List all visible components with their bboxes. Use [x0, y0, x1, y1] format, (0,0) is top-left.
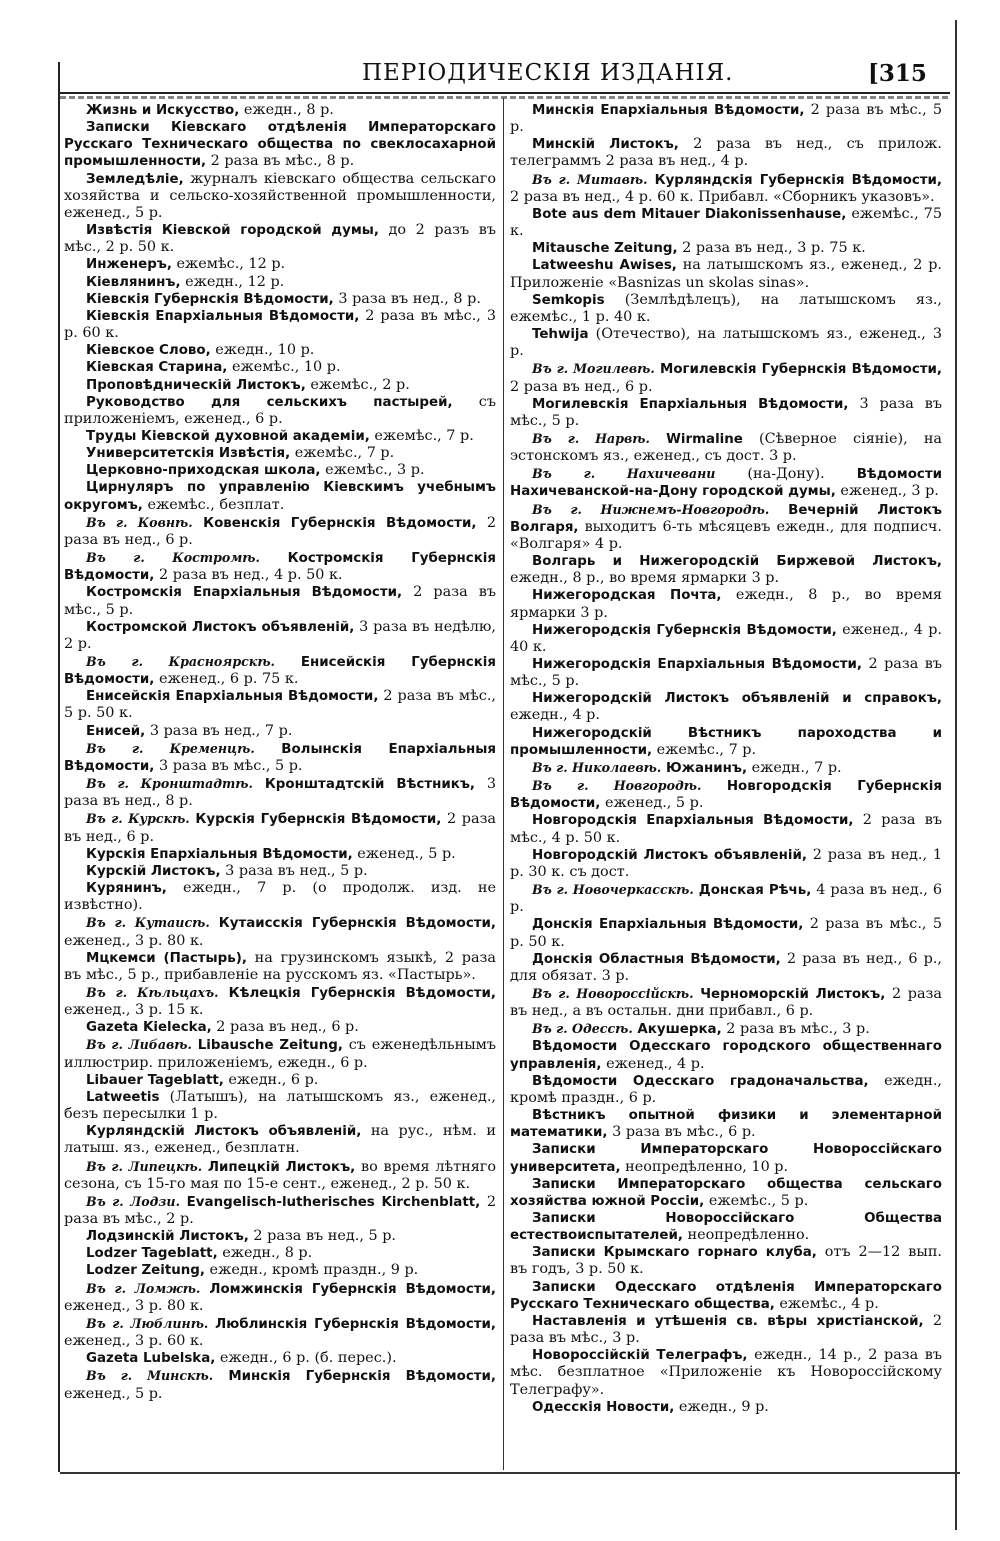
directory-entry	[510, 1210, 942, 1244]
entry-details: ежемѣс., 75 к.	[510, 205, 942, 240]
directory-entry	[510, 985, 942, 1020]
directory-entry	[510, 777, 942, 812]
entry-details: еженед., 4 р. 40 к.	[510, 621, 942, 655]
publication-title: Курляндскія Губернскія Вѣдомости,	[647, 172, 943, 188]
directory-entry	[64, 619, 496, 653]
publication-title: Mitausche Zeitung,	[532, 241, 678, 257]
publication-title: Енисейскія Губернскія Вѣдомости,	[64, 655, 496, 688]
entry-details: неопредѣленно.	[682, 1227, 810, 1244]
entry-details: 2 раза въ нед., 5 р.	[248, 1228, 396, 1245]
publication-title: Курскій Листокъ,	[86, 863, 221, 879]
entry-details: еженед., 5 р.	[64, 1385, 163, 1402]
entry-details: ежедн., 8 р.	[217, 1245, 313, 1262]
publication-title: Костромской Листокъ объявленій,	[86, 619, 355, 635]
entry-details: (Землѣдѣлецъ), на латышскомъ яз., ежемѣс., 1 р. 40 к.	[510, 291, 942, 325]
publication-title: Bote aus dem Mitauer Diakonissenhause,	[532, 206, 847, 222]
entry-details: 3 раза въ нед., 5 р.	[220, 862, 368, 879]
publication-title: Донская Рѣчь,	[693, 883, 812, 899]
entry-details: ежемѣс., 7 р.	[369, 427, 474, 444]
directory-entry	[510, 257, 942, 291]
city-heading: Въ г. Красноярскѣ.	[86, 654, 275, 669]
directory-entry	[510, 1279, 942, 1313]
directory-entry	[64, 462, 496, 479]
entry-details: 2 раза въ нед., 3 р. 75 к.	[677, 240, 866, 257]
entry-details: 2 раза въ нед., съ прилож. телеграммъ 2 раза въ нед., 4 р.	[510, 136, 942, 170]
publication-title: Костромскія Губернскія Вѣдомости,	[64, 551, 496, 584]
directory-entry	[64, 308, 496, 342]
entry-details: ежемѣс., 5 р.	[704, 1192, 809, 1209]
entry-details: до 2 разъ въ мѣс., 2 р. 50 к.	[64, 222, 496, 256]
entry-details: еженед., 5 р.	[600, 795, 704, 812]
publication-title: Минскія Епархіальныя Вѣдомости,	[532, 103, 805, 118]
publication-title: Tehwija	[532, 327, 589, 343]
entry-details: 2 раза въ мѣс., 3 р. 60 к.	[64, 307, 496, 342]
directory-entry	[510, 1313, 942, 1347]
entry-details: ежедн., 6 р. (б. перес.).	[215, 1350, 397, 1367]
publication-title: Люблинскія Губернскія Вѣдомости,	[208, 1316, 497, 1332]
city-heading: Въ г. Новороссійскѣ.	[532, 985, 694, 1001]
city-heading: Въ г. Липецкѣ.	[86, 1158, 203, 1174]
entry-details: съ еженедѣльнымъ иллюстрир. приложеніемъ, ежедн., 6 р.	[64, 1037, 496, 1071]
publication-title: Мцкемси (Пастырь),	[86, 950, 247, 966]
publication-title: Цирнуляръ по управленію Кіевскимъ учебнымъ округомъ,	[64, 480, 496, 513]
directory-entry	[510, 622, 942, 656]
entry-details: еженед., 3 р. 15 к.	[64, 1002, 204, 1019]
publication-title: Новгородскій Листокъ объявленій,	[532, 847, 807, 863]
directory-entry	[64, 394, 496, 428]
directory-entry	[510, 102, 942, 136]
entry-details: 2 раза въ мѣс., 2 р.	[64, 1193, 496, 1227]
entry-details: 3 раза въ нед., 8 р.	[333, 290, 481, 307]
directory-entry	[64, 1367, 496, 1402]
directory-entry	[64, 119, 496, 170]
directory-entry	[64, 584, 496, 618]
entry-details: ежемѣс., 7 р.	[290, 445, 395, 462]
entry-details: 2 раза въ нед., 6 р.	[510, 378, 653, 395]
publication-title: Записки Новороссійскаго Общества естествоиспытателей,	[510, 1211, 942, 1244]
entry-details: (Отечество), на латышскомъ яз., еженед., 3 р.	[510, 326, 942, 360]
entry-details: 3 раза въ мѣс., 6 р.	[607, 1124, 756, 1141]
directory-entry	[510, 1107, 942, 1141]
directory-entry	[510, 430, 942, 465]
entry-details: ежедн., 8 р., во время ярмарки 3 р.	[510, 587, 942, 621]
directory-entry	[510, 847, 942, 881]
directory-entry	[510, 1141, 942, 1175]
publication-title: Курянинъ,	[86, 881, 167, 897]
entry-details: еженед., 6 р. 75 к.	[154, 671, 299, 688]
directory-entry	[510, 916, 942, 950]
publication-title: Нижегородскія Губернскія Вѣдомости,	[532, 622, 837, 638]
publication-title: Вѣдомости Нахичеванской-на-Дону городской думы,	[510, 467, 942, 500]
entry-details: на грузинскомъ языкѣ, 2 раза въ мѣс., 5 р., прибавленіе на русскомъ яз. «Пастырь».	[64, 949, 496, 983]
city-heading: Въ г. Либавѣ.	[86, 1037, 192, 1053]
city-heading: Въ г. Кременцѣ.	[86, 740, 255, 756]
publication-title: Gazeta Kielecka,	[86, 1020, 212, 1036]
publication-title: Latweeshu Awises,	[532, 258, 677, 274]
city-heading: Въ г. Костромѣ.	[86, 550, 260, 566]
running-header	[0, 60, 1000, 90]
publication-title: Донскія Областныя Вѣдомости,	[532, 951, 781, 967]
directory-entry	[64, 274, 496, 291]
publication-title: Курляндскій Листокъ объявленій,	[86, 1124, 362, 1140]
entry-details: 2 раза въ мѣс., 5 р.	[64, 584, 497, 618]
publication-title: Кутаисскія Губернскія Вѣдомости,	[209, 916, 496, 932]
entry-details: ежемѣс., 7 р.	[652, 741, 757, 758]
publication-title: Evangelisch-lutherisches Kirchenblatt,	[179, 1194, 481, 1210]
publication-title: Нижегородскія Епархіальныя Вѣдомости,	[532, 657, 862, 672]
entry-details: ежедн., 8 р., во время ярмарки 3 р.	[510, 570, 780, 587]
bottom-rule	[60, 1472, 960, 1474]
entry-details: ежемѣс., 4 р.	[774, 1295, 879, 1312]
publication-title: Записки Императорскаго Новороссійскаго университета,	[510, 1142, 942, 1175]
publication-title: Минскій Листокъ,	[532, 137, 679, 153]
entry-details: ежедн., кромѣ праздн., 6 р.	[510, 1072, 942, 1106]
directory-entry	[64, 1262, 496, 1279]
directory-entry	[64, 291, 496, 308]
city-heading: Въ г. Митавѣ.	[532, 171, 648, 187]
entry-details: еженед., 3 р. 60 к.	[64, 1333, 204, 1350]
directory-entry	[510, 171, 942, 206]
publication-title: Записки Императорскаго общества сельскаго хозяйства южной Россіи,	[510, 1176, 942, 1209]
city-heading: Въ г. Лодзи.	[86, 1193, 180, 1209]
right-margin-rule	[955, 20, 957, 1530]
directory-entry	[64, 1123, 496, 1157]
directory-entry	[510, 1020, 942, 1038]
directory-entry	[64, 810, 496, 845]
entry-details: 3 раза въ нед., 8 р.	[64, 776, 496, 810]
entry-details: 2 раза въ нед., а въ остальн. дни прибавл., 6 р.	[510, 985, 942, 1020]
entry-details: ежедн., 8 р.	[239, 102, 334, 118]
publication-title: Записки Одесскаго отдѣленія Императорскаго Русскаго Техническаго общества,	[510, 1279, 942, 1312]
entry-details: журналъ кіевскаго общества сельскаго хозяйства и сельско-хозяйственной промышленности, еженед., 5 р.	[64, 170, 496, 221]
entry-details: ежемѣс., 3 р.	[320, 462, 425, 479]
entry-details: на рус., нѣм. и латыш. яз., еженед., безплатн.	[64, 1123, 496, 1157]
publication-title: Черноморскій Листокъ,	[693, 986, 886, 1002]
publication-title: Нижегородскій Вѣстникъ пароходства и промышленности,	[510, 725, 942, 758]
city-heading: Въ г. Кутаисѣ.	[86, 915, 210, 931]
directory-entry	[64, 342, 496, 359]
entry-details: 2 раза въ нед., 4 р. 60 к. Прибавл. «Сборникъ указовъ».	[510, 188, 935, 205]
publication-title: Церковно-приходская школа,	[86, 463, 321, 479]
publication-title: Земледѣліе,	[86, 171, 184, 187]
city-heading: Въ г. Кронштадтѣ.	[86, 776, 253, 792]
directory-entry	[64, 479, 496, 513]
directory-entry	[64, 171, 496, 222]
directory-entry	[510, 465, 942, 500]
city-heading: Въ г. Курскѣ.	[86, 811, 190, 827]
directory-entry	[510, 553, 942, 587]
publication-title: Libausche Zeitung,	[191, 1038, 343, 1054]
entry-details: ежедн., 14 р., 2 раза въ мѣс. безплатное «Приложеніе къ Новороссійскому Телеграфу».	[510, 1347, 943, 1398]
entry-details: 2 раза въ нед., 4 р. 50 к.	[154, 567, 343, 584]
entry-details: 2 раза въ нед., 6 р.	[211, 1019, 359, 1036]
publication-title: Кіевская Старина,	[86, 360, 228, 376]
entry-details: еженед., 3 р. 80 к.	[64, 1297, 204, 1314]
city-heading: Въ г. Новгородѣ.	[532, 778, 702, 794]
entry-details: 2 раза въ мѣс., 5 р.	[510, 656, 943, 690]
publication-title: Вечерній Листокъ Волгаря,	[510, 502, 942, 535]
entry-details: ежедн., кромѣ праздн., 9 р.	[204, 1262, 419, 1279]
entry-details: 2 раза въ мѣс., 8 р.	[206, 153, 355, 170]
directory-entry	[64, 950, 496, 984]
directory-entry	[510, 1176, 942, 1210]
publication-title: Волгарь и Нижегородскій Биржевой Листокъ,	[532, 554, 942, 570]
entry-details: 2 раза въ нед., 6 р.	[64, 811, 496, 845]
column-separator	[503, 98, 504, 1470]
directory-entry	[64, 1350, 496, 1367]
directory-entry	[64, 1158, 496, 1193]
publication-title: Минскія Губернскія Вѣдомости,	[213, 1369, 496, 1385]
directory-entry	[510, 326, 942, 360]
publication-title: Lodzer Zeitung,	[86, 1263, 205, 1279]
directory-entry	[510, 240, 942, 257]
publication-title: Одесскія Новости,	[532, 1399, 675, 1415]
publication-title: Вѣстникъ опытной физики и элементарной математики,	[510, 1108, 942, 1141]
publication-title: Вѣдомости Одесскаго градоначальства,	[532, 1073, 869, 1089]
directory-entry	[510, 360, 942, 395]
city-heading: Въ г. Люблинѣ.	[86, 1315, 209, 1331]
directory-entry	[510, 690, 942, 724]
publication-title: Наставленія и утѣшенія св. вѣры христіанской,	[532, 1313, 924, 1329]
directory-entry	[64, 688, 496, 722]
directory-entry	[64, 723, 496, 740]
entry-details: 3 раза въ нед., 7 р.	[145, 722, 293, 739]
entry-details: ежедн., 4 р.	[510, 707, 600, 724]
publication-title: Проповѣдническій Листокъ,	[86, 377, 306, 393]
city-heading: Въ г. Минскѣ.	[86, 1368, 214, 1384]
publication-title: Нижегородская Почта,	[532, 588, 722, 604]
directory-entry	[510, 501, 942, 553]
publication-title: Университетскія Извѣстія,	[86, 446, 291, 462]
directory-entry	[64, 1315, 496, 1350]
publication-title: Кіевскія Епархіальныя Вѣдомости,	[86, 308, 360, 324]
entry-details: еженед., 5 р.	[352, 845, 456, 862]
publication-title: Вѣдомости Одесскаго городского общественнаго управленія,	[510, 1039, 942, 1072]
publication-title: Wirmaline	[649, 431, 743, 447]
publication-title: Лодзинскій Листокъ,	[86, 1229, 249, 1245]
directory-entry	[510, 1347, 942, 1398]
publication-title: Libauer Tageblatt,	[86, 1072, 224, 1088]
entry-details: отъ 2—12 вып. въ годъ, 3 р. 50 к.	[510, 1244, 942, 1278]
entry-details: ежедн., 7 р. (о продолж. изд. не извѣстно).	[64, 880, 496, 914]
directory-entry	[510, 1073, 942, 1107]
directory-entry	[64, 377, 496, 394]
publication-title: Новгородскія Епархіальныя Вѣдомости,	[532, 813, 854, 829]
city-heading: Въ г. Одессѣ.	[532, 1021, 633, 1037]
entry-details: ежемѣс., безплат.	[142, 496, 285, 513]
publication-title: Липецкій Листокъ,	[202, 1159, 356, 1175]
publication-title: Кіевское Слово,	[86, 343, 211, 359]
entry-details: ежедн., 10 р.	[210, 342, 315, 359]
directory-entry	[64, 1036, 496, 1071]
publication-title: Акушерка,	[632, 1022, 722, 1038]
publication-title: Кронштадтскій Вѣстникъ,	[252, 777, 475, 793]
publication-title: Ломжинскія Губернскія Вѣдомости,	[200, 1281, 496, 1297]
directory-entry	[64, 1280, 496, 1315]
entry-details: во время лѣтняго сезона, съ 15-го мая по 15-е сент., еженед., 2 р. 50 к.	[64, 1158, 496, 1192]
publication-title: Lodzer Tageblatt,	[86, 1246, 218, 1262]
directory-entry	[510, 881, 942, 916]
publication-title: Gazeta Lubelska,	[86, 1351, 216, 1367]
directory-entry	[64, 653, 496, 688]
entry-details: 2 раза въ мѣс., 5 р.	[510, 102, 942, 136]
entry-details: 3 раза въ мѣс., 5 р.	[510, 395, 942, 429]
publication-title: Кіевлянинъ,	[86, 274, 181, 290]
directory-entry	[64, 222, 496, 256]
entry-details: (Латышъ), на латышскомъ яз., еженед., безъ пересылки 1 р.	[64, 1088, 496, 1123]
header-rule	[60, 92, 950, 100]
directory-entry	[64, 1019, 496, 1036]
directory-entry	[510, 206, 942, 240]
directory-entry	[64, 256, 496, 273]
publication-title: Кѣлецкія Губернскія Вѣдомости,	[218, 985, 496, 1001]
city-heading: Въ г. Нахичевани	[532, 466, 716, 482]
entry-details: 2 раза въ мѣс., 5 р. 50 к.	[64, 688, 496, 722]
entry-details: 2 раза въ мѣс., 3 р.	[721, 1021, 870, 1038]
entry-details: ежемѣс., 12 р.	[171, 256, 286, 273]
publication-title: Енисей,	[86, 723, 146, 739]
entry-details: ежедн., 6 р.	[223, 1071, 319, 1088]
directory-entry	[64, 846, 496, 863]
directory-entry	[64, 359, 496, 376]
publication-title: Труды Кіевской духовной академіи,	[86, 428, 370, 444]
entry-details: съ приложеніемъ, еженед., 6 р.	[64, 393, 497, 427]
directory-entry	[510, 136, 942, 170]
directory-entry	[510, 1038, 942, 1072]
entry-details: ежедн., 12 р.	[180, 273, 285, 290]
directory-entry	[510, 656, 942, 690]
directory-entry	[510, 951, 942, 985]
entry-details: 2 раза въ мѣс., 3 р.	[510, 1312, 942, 1347]
entry-details: выходитъ 6-ть мѣсяцевъ ежедн., для подписч. «Волгаря» 4 р.	[510, 518, 942, 552]
directory-entry	[64, 1072, 496, 1089]
left-margin-rule	[58, 62, 60, 1472]
entry-details: на латышскомъ яз., еженед., 2 р. Приложеніе «Basnizas un skolas sinas».	[510, 257, 942, 291]
directory-entry	[64, 514, 496, 549]
publication-title: Новороссійскій Телеграфъ,	[532, 1348, 748, 1364]
publication-title: Волынскія Епархіальныя Вѣдомости,	[64, 741, 496, 774]
entry-details: 3 раза въ мѣс., 5 р.	[154, 757, 303, 774]
publication-title: Latweetis	[86, 1089, 160, 1105]
entry-details: 2 раза въ мѣс., 5 р. 50 к.	[510, 916, 942, 950]
entry-details: 2 раза въ мѣс., 4 р. 50 к.	[510, 812, 942, 846]
publication-title: Кіевскія Губернскія Вѣдомости,	[86, 291, 334, 307]
entry-details: ежемѣс., 10 р.	[227, 359, 341, 376]
entry-details: 2 раза въ нед., 6 р., для обязат. 3 р.	[510, 950, 942, 984]
city-heading: Въ г. Кѣльцахъ.	[86, 984, 219, 1000]
city-heading: Въ г. Ломжѣ.	[86, 1280, 201, 1296]
directory-entry	[510, 396, 942, 430]
publication-title: Ковенскія Губернскія Вѣдомости,	[192, 515, 477, 531]
entry-details: ежемѣс., 2 р.	[305, 376, 410, 393]
entry-details: неопредѣленно, 10 р.	[620, 1158, 789, 1175]
directory-entry	[64, 1228, 496, 1245]
directory-entry	[64, 914, 496, 949]
entry-details: 3 раза въ недѣлю, 2 р.	[64, 618, 496, 652]
directory-entry	[64, 880, 496, 914]
publication-title: Инженеръ,	[86, 257, 172, 273]
right-column	[510, 102, 942, 1416]
publication-title: Новгородскія Губернскія Вѣдомости,	[510, 779, 942, 812]
entry-details: 2 раза въ нед., 1 р. 30 к. съ дост.	[510, 846, 943, 880]
publication-title: Костромскія Епархіальныя Вѣдомости,	[86, 585, 403, 601]
directory-entry	[510, 292, 942, 326]
city-heading: Въ г. Новочеркасскѣ.	[532, 882, 694, 898]
directory-entry	[64, 549, 496, 584]
city-heading: Въ г. Николаевѣ.	[532, 759, 662, 775]
entry-details: еженед., 3 р.	[835, 483, 939, 500]
publication-title: Донскія Епархіальныя Вѣдомости,	[532, 917, 804, 933]
entry-details: (Сѣверное сіяніе), на эстонскомъ яз., еженед., съ дост. 3 р.	[510, 430, 942, 465]
city-heading: Въ г. Могилевѣ.	[532, 361, 655, 377]
directory-entry	[64, 1089, 496, 1123]
left-column	[64, 102, 496, 1403]
entry-details: 2 раза въ нед., 6 р.	[64, 514, 496, 548]
entry-details: ежедн., 9 р.	[674, 1398, 769, 1415]
directory-entry	[64, 984, 496, 1019]
directory-entry	[64, 740, 496, 775]
directory-entry	[64, 863, 496, 880]
directory-entry	[510, 1399, 942, 1416]
directory-entry	[64, 102, 496, 119]
directory-entry	[510, 812, 942, 846]
publication-title: Записки Кіевскаго отдѣленія Императорскаго Русскаго Техническаго общества по свеклосахарной промышленности,	[64, 120, 496, 170]
entry-details: 4 раза въ нед., 6 р.	[510, 882, 942, 916]
publication-title: Могилевскія Епархіальныя Вѣдомости,	[532, 396, 849, 412]
page-number: [315	[868, 60, 927, 87]
publication-title: Semkopis	[532, 292, 605, 308]
entry-details: еженед., 3 р. 80 к.	[64, 932, 204, 949]
page-title: ПЕРІОДИЧЕСКІЯ ИЗДАНІЯ.	[362, 60, 734, 86]
publication-title: Жизнь и Искусство,	[86, 103, 240, 118]
entry-details: (на-Дону).	[715, 466, 857, 483]
entry-details: еженед., 4 р.	[601, 1055, 705, 1072]
city-heading: Въ г. Нарвѣ.	[532, 430, 650, 446]
directory-entry	[510, 725, 942, 759]
directory-entry	[64, 445, 496, 462]
publication-title: Курскія Губернскія Вѣдомости,	[189, 812, 442, 828]
directory-entry	[64, 1193, 496, 1228]
directory-entry	[64, 1245, 496, 1262]
directory-entry	[510, 759, 942, 777]
directory-entry	[64, 428, 496, 445]
publication-title: Записки Крымскаго горнаго клуба,	[532, 1245, 817, 1261]
directory-entry	[510, 1244, 942, 1278]
publication-title: Южанинъ,	[661, 760, 748, 776]
publication-title: Курскія Епархіальныя Вѣдомости,	[86, 846, 353, 862]
publication-title: Нижегородскій Листокъ объявленій и справокъ,	[532, 691, 942, 707]
publication-title: Енисейскія Епархіальныя Вѣдомости,	[86, 689, 379, 705]
publication-title: Могилевскія Губернскія Вѣдомости,	[654, 362, 942, 378]
entry-details: ежедн., 7 р.	[747, 759, 842, 776]
city-heading: Въ г. Ковнѣ.	[86, 514, 193, 530]
directory-entry	[64, 775, 496, 810]
publication-title: Руководство для сельскихъ пастырей,	[86, 394, 453, 410]
city-heading: Въ г. Нижнемъ-Новгородѣ.	[532, 501, 770, 517]
directory-entry	[510, 587, 942, 621]
publication-title: Извѣстія Кіевской городской думы,	[86, 223, 379, 239]
